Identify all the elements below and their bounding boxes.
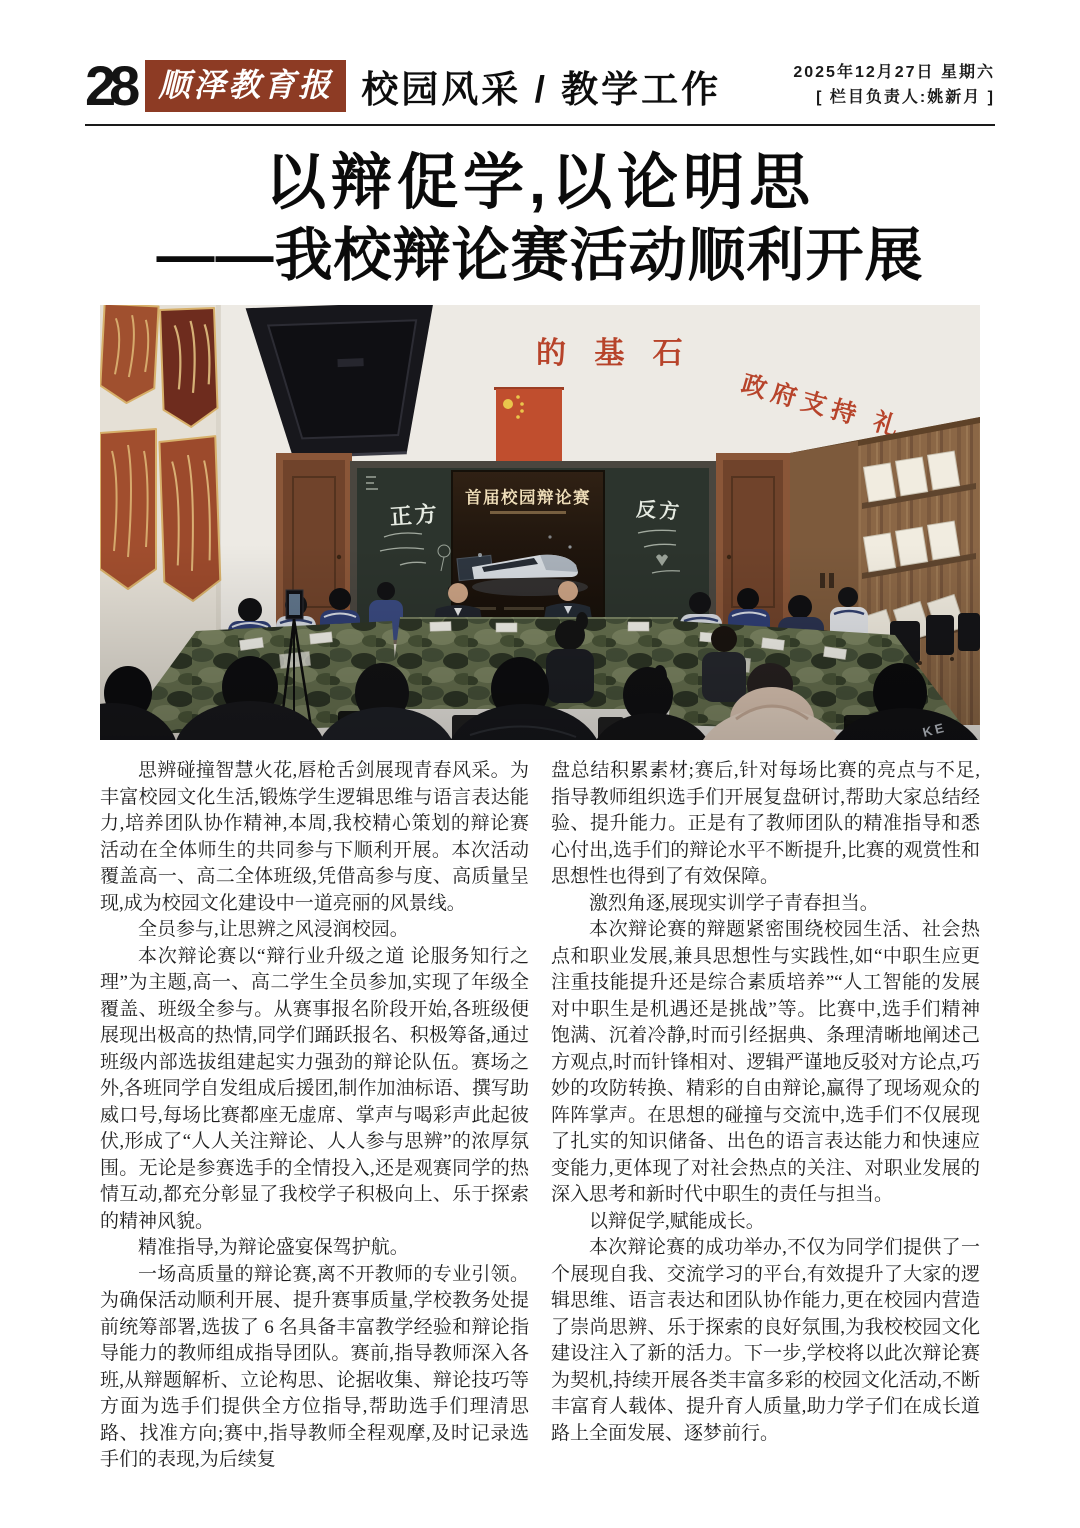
article-headline <box>85 148 995 289</box>
paragraph: 本次辩论赛的成功举办,不仅为同学们提供了一个展现自我、交流学习的平台,有效提升了大家的逻辑思维、语言表达和团队协作能力,更在校园内营造了崇尚思辨、乐于探索的良好氛围,为我校校园文化建设注入了新的活力。下一步,学校将以此次辩论赛为契机,持续开展各类丰富多彩的校园文化活动,不断丰富育人载体、提升育人质量,助力学子们在成长道路上全面发展、逐梦前行。 <box>551 1237 980 1444</box>
page-header <box>85 54 995 117</box>
subhead: 全员参与,让思辨之风浸润校园。 <box>138 919 409 941</box>
editor-line: [ 栏目负责人:姚新月 ] <box>816 89 995 106</box>
article-photo <box>100 305 980 740</box>
paragraph: 思辨碰撞智慧火花,唇枪舌剑展现青春风采。为丰富校园文化生活,锻炼学生逻辑思维与语言表达能力,培养团队协作精神,本周,我校精心策划的辩论赛活动在全体师生的共同参与下顺利开展。本次活动覆盖高一、高二全体班级,凭借高参与度、高质量呈现,成为校园文化建设中一道亮丽的风景线。 <box>100 760 529 914</box>
masthead-title: 顺泽教育报 <box>145 60 346 112</box>
headline-line2: ——我校辩论赛活动顺利开展 <box>156 223 924 289</box>
headline-line1: 以辩促学,以论明思 <box>265 148 815 216</box>
paragraph: 一场高质量的辩论赛,离不开教师的专业引领。为确保活动顺利开展、提升赛事质量,学校教务处提前统筹部署,选拔了 6 名具备丰富教学经验和辩论指导能力的教师组成指导团队。赛前,指导教师深入各班,从辩题解析、立论构思、论据收集、辩论技巧等方面为选手们提供全方位指导,帮助选手们理清思路、找准方向;赛中,指导教师全程观摩,及时记录选手们的表现,为后续复 <box>100 1263 529 1471</box>
header-divider <box>85 124 995 126</box>
article-body <box>100 758 980 1474</box>
article-column-right <box>551 758 980 1474</box>
paragraph: 本次辩论赛的辩题紧密围绕校园生活、社会热点和职业发展,兼具思想性与实践性,如“中职生应更注重技能提升还是综合素质培养”“人工智能的发展对中职生是机遇还是挑战”等。比赛中,选手们精神饱满、沉着冷静,时而引经据典、条理清晰地阐述己方观点,时而针锋相对、逻辑严谨地反驳对方论点,巧妙的攻防转换、精彩的自由辩论,赢得了现场观众的阵阵掌声。在思想的碰撞与交流中,选手们不仅展现了扎实的知识储备、出色的语言表达能力和快速应变能力,更体现了对社会热点的关注、对职业发展的深入思考和新时代中职生的责任与担当。 <box>551 919 980 1206</box>
issue-date: 2025年12月27日 星期六 <box>793 64 995 82</box>
subhead: 精准指导,为辩论盛宴保驾护航。 <box>138 1237 409 1259</box>
paragraph-continued: 盘总结积累素材;赛后,针对每场比赛的亮点与不足,指导教师组织选手们开展复盘研讨,帮助大家总结经验、提升能力。正是有了教师团队的精准指导和悉心付出,选手们的辩论水平不断提升,比赛的观赏性和思想性也得到了有效保障。 <box>551 760 980 888</box>
date-block <box>793 61 995 111</box>
paragraph: 本次辩论赛以“辩行业升级之道 论服务知行之理”为主题,高一、高二学生全员参加,实现了年级全覆盖、班级全参与。从赛事报名阶段开始,各班级便展现出极高的热情,同学们踊跃报名、积极筹备,通过班级内部选拔组建起实力强劲的辩论队伍。赛场之外,各班同学自发组成后援团,制作加油标语、撰写助威口号,每场比赛都座无虚席、掌声与喝彩声此起彼伏,形成了“人人关注辩论、人人参与思辨”的浓厚氛围。无论是参赛选手的全情投入,还是观赛同学的热情互动,都充分彰显了我校学子积极向上、乐于探索的精神风貌。 <box>100 945 529 1232</box>
subhead: 激烈角逐,展现实训学子青春担当。 <box>589 892 879 914</box>
page-number: 28 <box>85 54 134 117</box>
section-title: 校园风采 / 教学工作 <box>361 69 722 110</box>
subhead: 以辩促学,赋能成长。 <box>589 1210 765 1232</box>
article-column-left <box>100 758 529 1474</box>
photo-vignette <box>100 305 980 740</box>
